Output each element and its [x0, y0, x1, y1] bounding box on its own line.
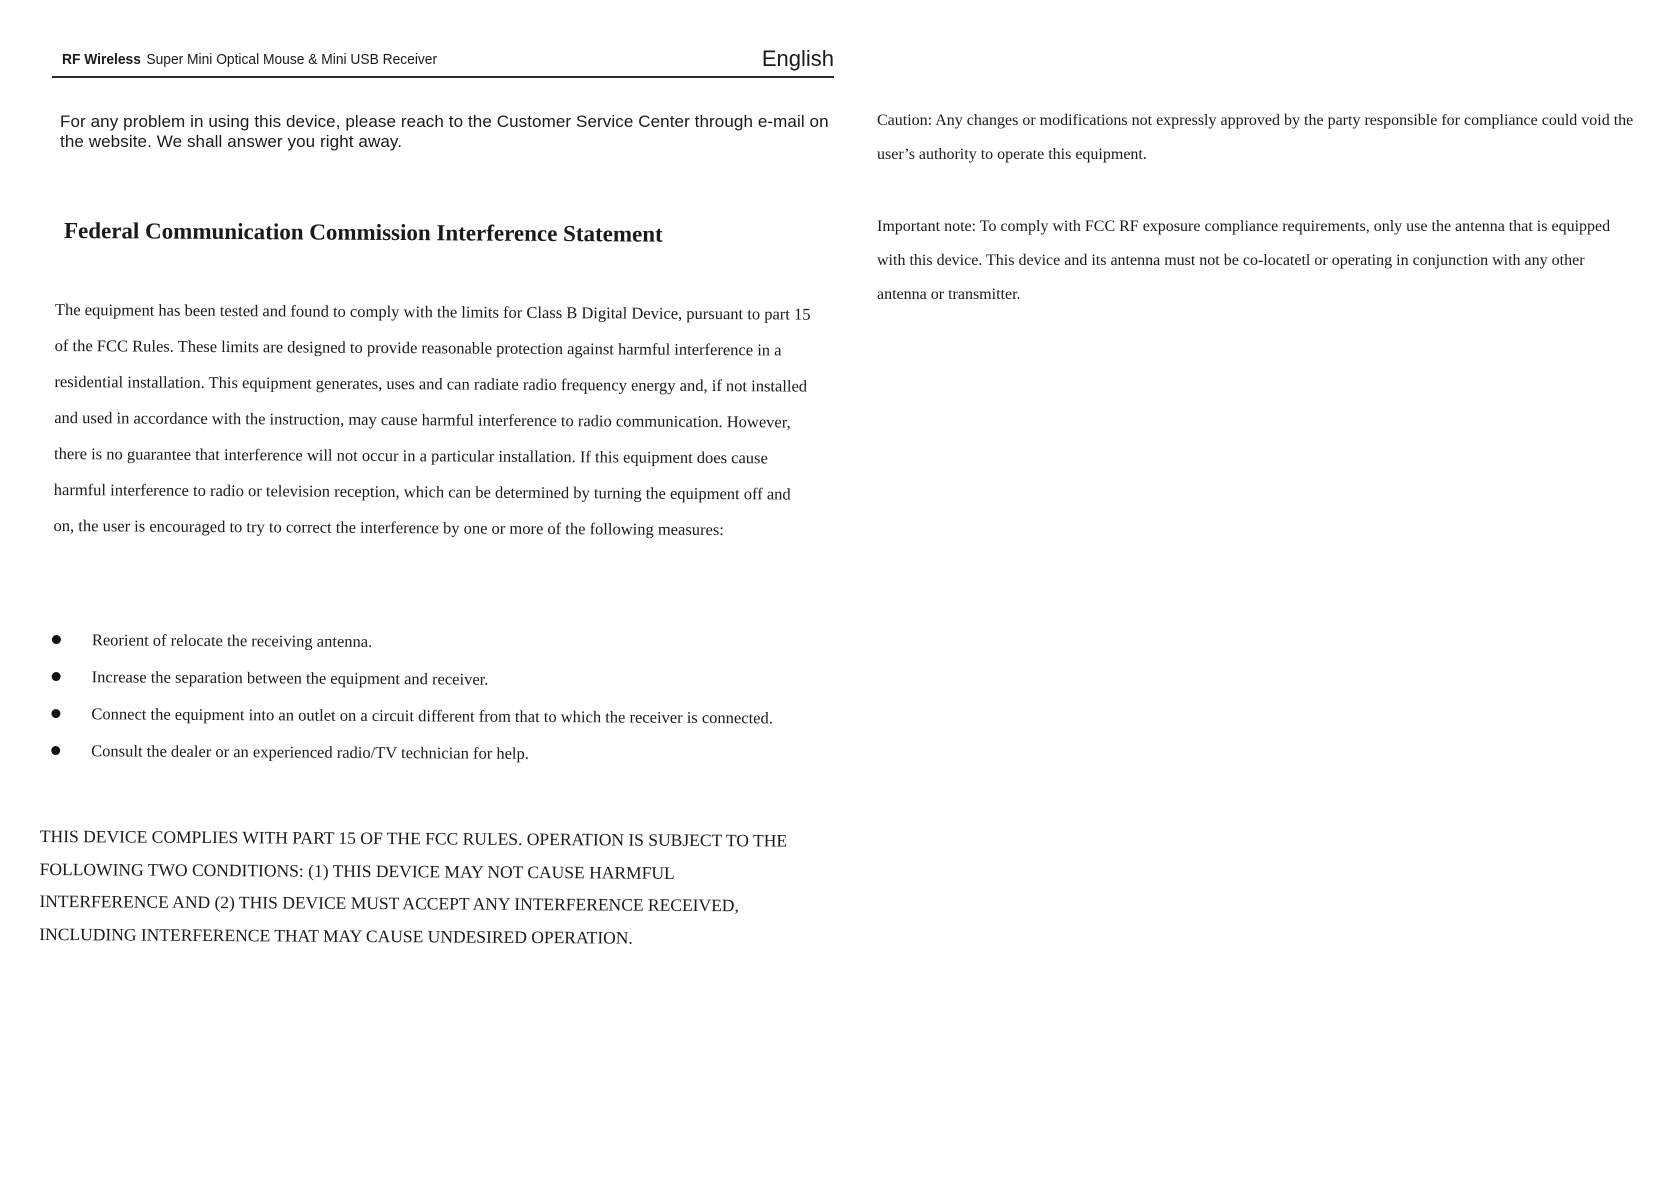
measure-text: Consult the dealer or an experienced radio/TV technician for help. — [91, 741, 529, 763]
page-header — [52, 40, 834, 78]
list-item — [51, 733, 811, 773]
language-label: English — [761, 46, 834, 71]
customer-service-note: For any problem in using this device, please reach to the Customer Service Center through e-mail on the website. We shall answer you right away. — [60, 112, 829, 151]
caution-note: Caution: Any changes or modifications not expressly approved by the party responsible for compliance could void the user’s authority to operate this equipment. — [877, 112, 1634, 163]
bullet-icon — [52, 672, 61, 681]
right-page — [877, 104, 1637, 312]
product-name: Super Mini Optical Mouse & Mini USB Receiver — [146, 51, 438, 68]
bullet-icon — [51, 709, 60, 718]
fcc-compliance-conditions: THIS DEVICE COMPLIES WITH PART 15 OF THE FCC RULES. OPERATION IS SUBJECT TO THE FOLLOWING TWO CONDITIONS: (1) THIS DEVICE MAY NOT CAUSE HARMFUL INTERFERENCE AND (2) THIS DEVICE MUST ACCEPT ANY INTERFERENCE RECEIVED, INCLUDING INTERFERENCE THAT MAY CAUSE UNDESIRED OPERATION. — [39, 825, 788, 948]
fcc-statement-body: The equipment has been tested and found to comply with the limits for Class B Digital Device, pursuant to part 15 of the FCC Rules. These limits are designed to provide reasonable protection against harmful interference in a residential installation. This equipment generates, uses and can radiate radio frequency energy and, if not installed and used in accordance with the instruction, may cause harmful interference to radio communication. However, there is no guarantee that interference will not occur in a particular installation. If this equipment does cause harmful interference to radio or television reception, which can be determined by turning the equipment off and on, the user is encouraged to try to correct the interference by one or more of the following measures: — [53, 299, 811, 540]
bullet-icon — [51, 746, 60, 755]
measures-list — [51, 622, 812, 775]
fcc-heading: Federal Communication Commission Interference Statement — [63, 218, 663, 247]
list-item — [51, 696, 811, 736]
rf-exposure-note: Important note: To comply with FCC RF exposure compliance requirements, only use the antenna that is equipped with this device. This device and its antenna must not be co-locatetl or operating in conjunction with any other antenna or transmitter. — [877, 218, 1611, 303]
list-item — [52, 659, 812, 699]
brand-name: RF Wireless — [62, 51, 141, 68]
left-page — [39, 40, 834, 948]
header-product-line — [62, 51, 437, 68]
list-item — [52, 622, 812, 662]
measure-text: Reorient of relocate the receiving antenna. — [91, 630, 373, 651]
measure-text: Increase the separation between the equipment and receiver. — [91, 667, 489, 689]
bullet-icon — [52, 635, 61, 644]
measure-text: Connect the equipment into an outlet on a circuit different from that to which the receiver is connected. — [91, 704, 773, 728]
